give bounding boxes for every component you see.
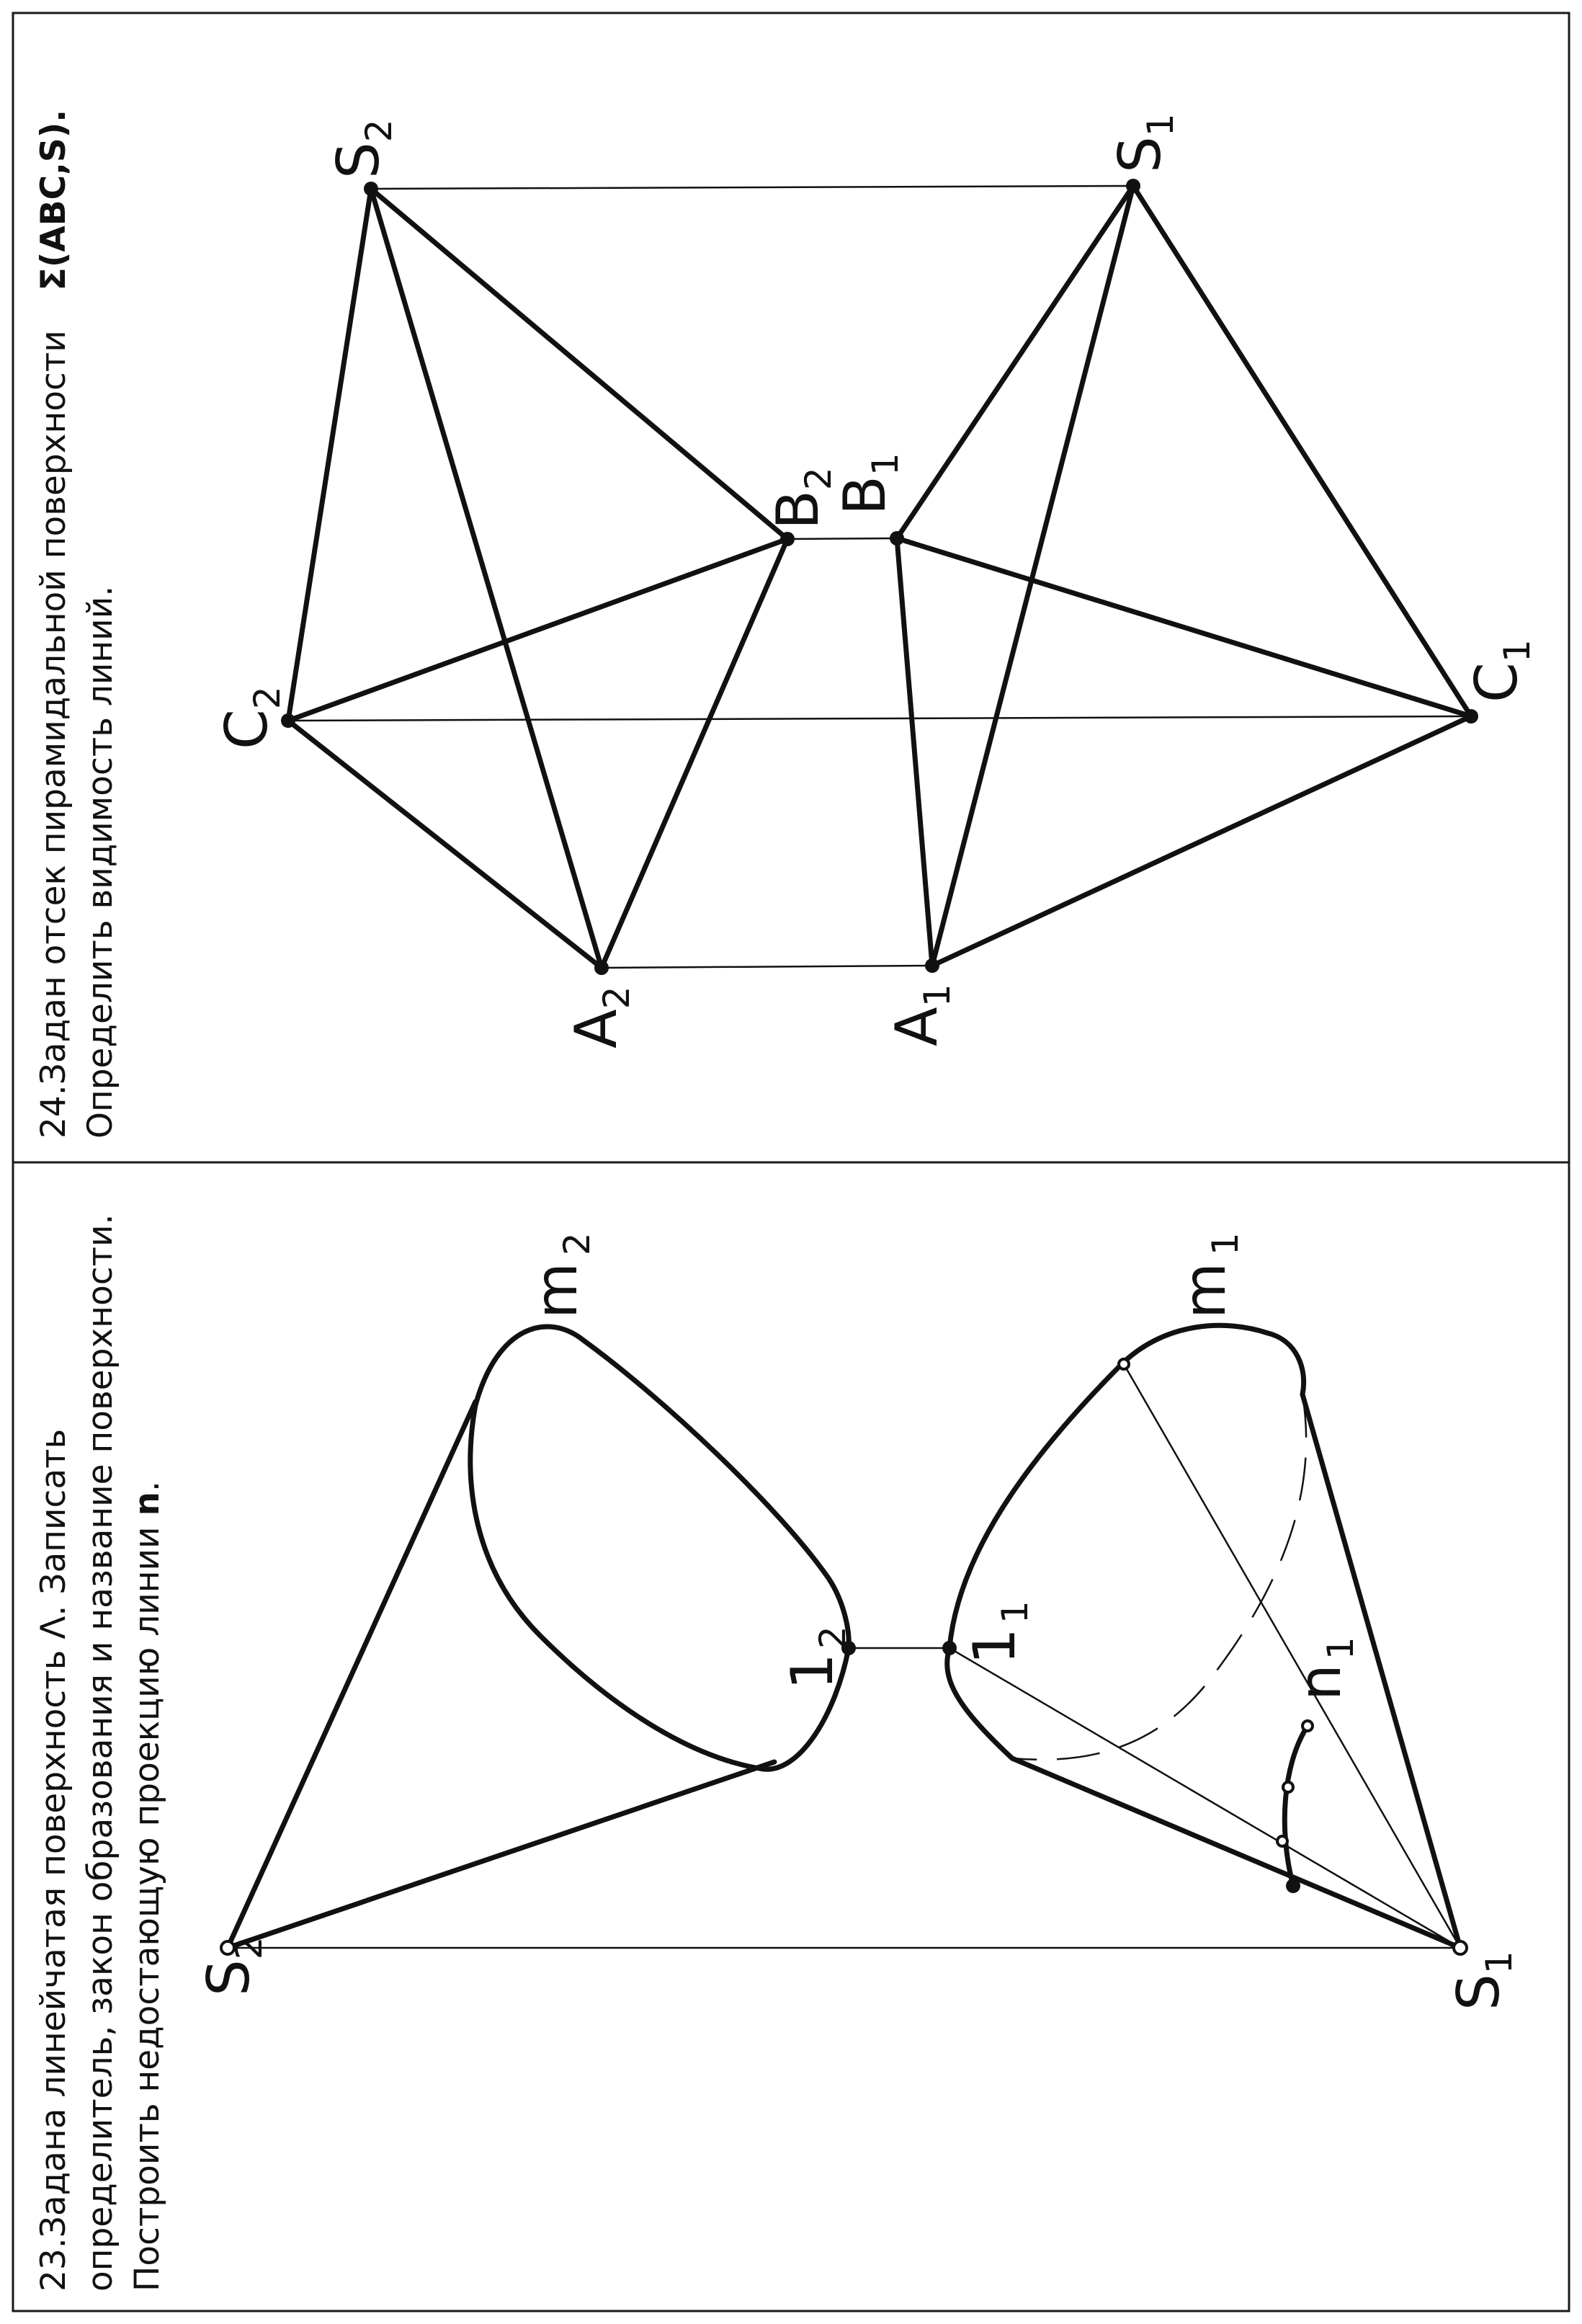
point-c2 — [281, 713, 295, 728]
problem-24-line-1: 24.Задан отсек пирамидальной поверхностиΣ(ABC,S). — [34, 109, 73, 1139]
point-b1 — [890, 531, 904, 546]
generator-s2-bottom — [228, 1762, 774, 1948]
point-a1 — [925, 958, 939, 973]
label-c2: $C_2$ — [213, 686, 288, 749]
label-s1: $S_1$ — [1107, 113, 1181, 173]
generator-s2-top — [228, 1402, 475, 1948]
link-a2-a1 — [602, 966, 932, 968]
edge-s1-c1 — [1133, 186, 1471, 716]
point-m1-generator — [1119, 1359, 1129, 1369]
edge-a1-c1 — [932, 716, 1471, 966]
label-n1: $n_1$ — [1287, 1637, 1362, 1701]
label-c1: $C_1$ — [1463, 639, 1538, 703]
link-s2-s1 — [371, 186, 1133, 189]
problem-24-diagram — [213, 113, 1538, 1049]
point-11 — [942, 1641, 957, 1655]
point-c1 — [1464, 709, 1478, 724]
label-11: $1_1$ — [961, 1600, 1036, 1665]
curve-m1 — [949, 1325, 1304, 1648]
point-s1 — [1126, 179, 1140, 193]
edge-c2-a2 — [288, 721, 602, 968]
problem-23-line-2: определитель, закон образования и название поверхности. — [81, 1214, 120, 2292]
problem-23-line-3: Построить недостающую проекцию линии n. — [128, 1481, 167, 2292]
label-b1: $B_1$ — [831, 453, 906, 515]
problem-24-line-2: Определить видимость линий. — [81, 585, 120, 1139]
edge-s2-c2 — [288, 189, 371, 721]
point-n1-end — [1286, 1879, 1300, 1893]
point-n1-a — [1302, 1721, 1313, 1731]
link-c2-c1 — [288, 716, 1471, 721]
edge-s2-b2 — [371, 189, 787, 539]
problem-23-line-1: 23.Задана линейчатая поверхность Λ. Записать — [34, 1428, 73, 2292]
problem-23-diagram — [195, 1232, 1520, 2011]
point-n1-b — [1283, 1782, 1293, 1792]
curve-m2 — [470, 1327, 849, 1769]
generator-s1-11 — [949, 1648, 1460, 1948]
edge-s1-b1 — [897, 186, 1133, 538]
edge-s1-a1 — [932, 186, 1133, 966]
generator-s1-left — [1012, 1758, 1460, 1948]
point-s2 — [364, 182, 378, 196]
label-s2: $S_2$ — [325, 119, 400, 179]
edge-b1-c1 — [897, 538, 1471, 716]
edge-b1-a1 — [897, 538, 932, 966]
label-s2-cone: $S_2$ — [195, 1936, 270, 1996]
edge-c2-b2 — [288, 539, 787, 721]
label-b2: $B_2$ — [764, 467, 839, 530]
point-b2 — [780, 532, 795, 546]
generator-s1-m1 — [1124, 1364, 1460, 1948]
curve-m1-hidden — [1012, 1394, 1306, 1760]
label-m1: $m_1$ — [1171, 1232, 1246, 1319]
link-b2-b1 — [787, 538, 897, 539]
label-a2: $A_2$ — [563, 986, 638, 1049]
label-s1-cone: $S_1$ — [1445, 1951, 1520, 2011]
point-n1-c — [1277, 1836, 1287, 1846]
edge-s2-a2 — [371, 189, 602, 968]
point-a2 — [594, 961, 609, 975]
label-a1: $A_1$ — [883, 984, 958, 1046]
edge-a2-b2 — [602, 539, 787, 968]
label-m2: $m_2$ — [523, 1232, 598, 1319]
curve-n1 — [1284, 1726, 1308, 1886]
point-s1-cone — [1454, 1941, 1467, 1954]
label-12: $1_2$ — [779, 1626, 854, 1690]
